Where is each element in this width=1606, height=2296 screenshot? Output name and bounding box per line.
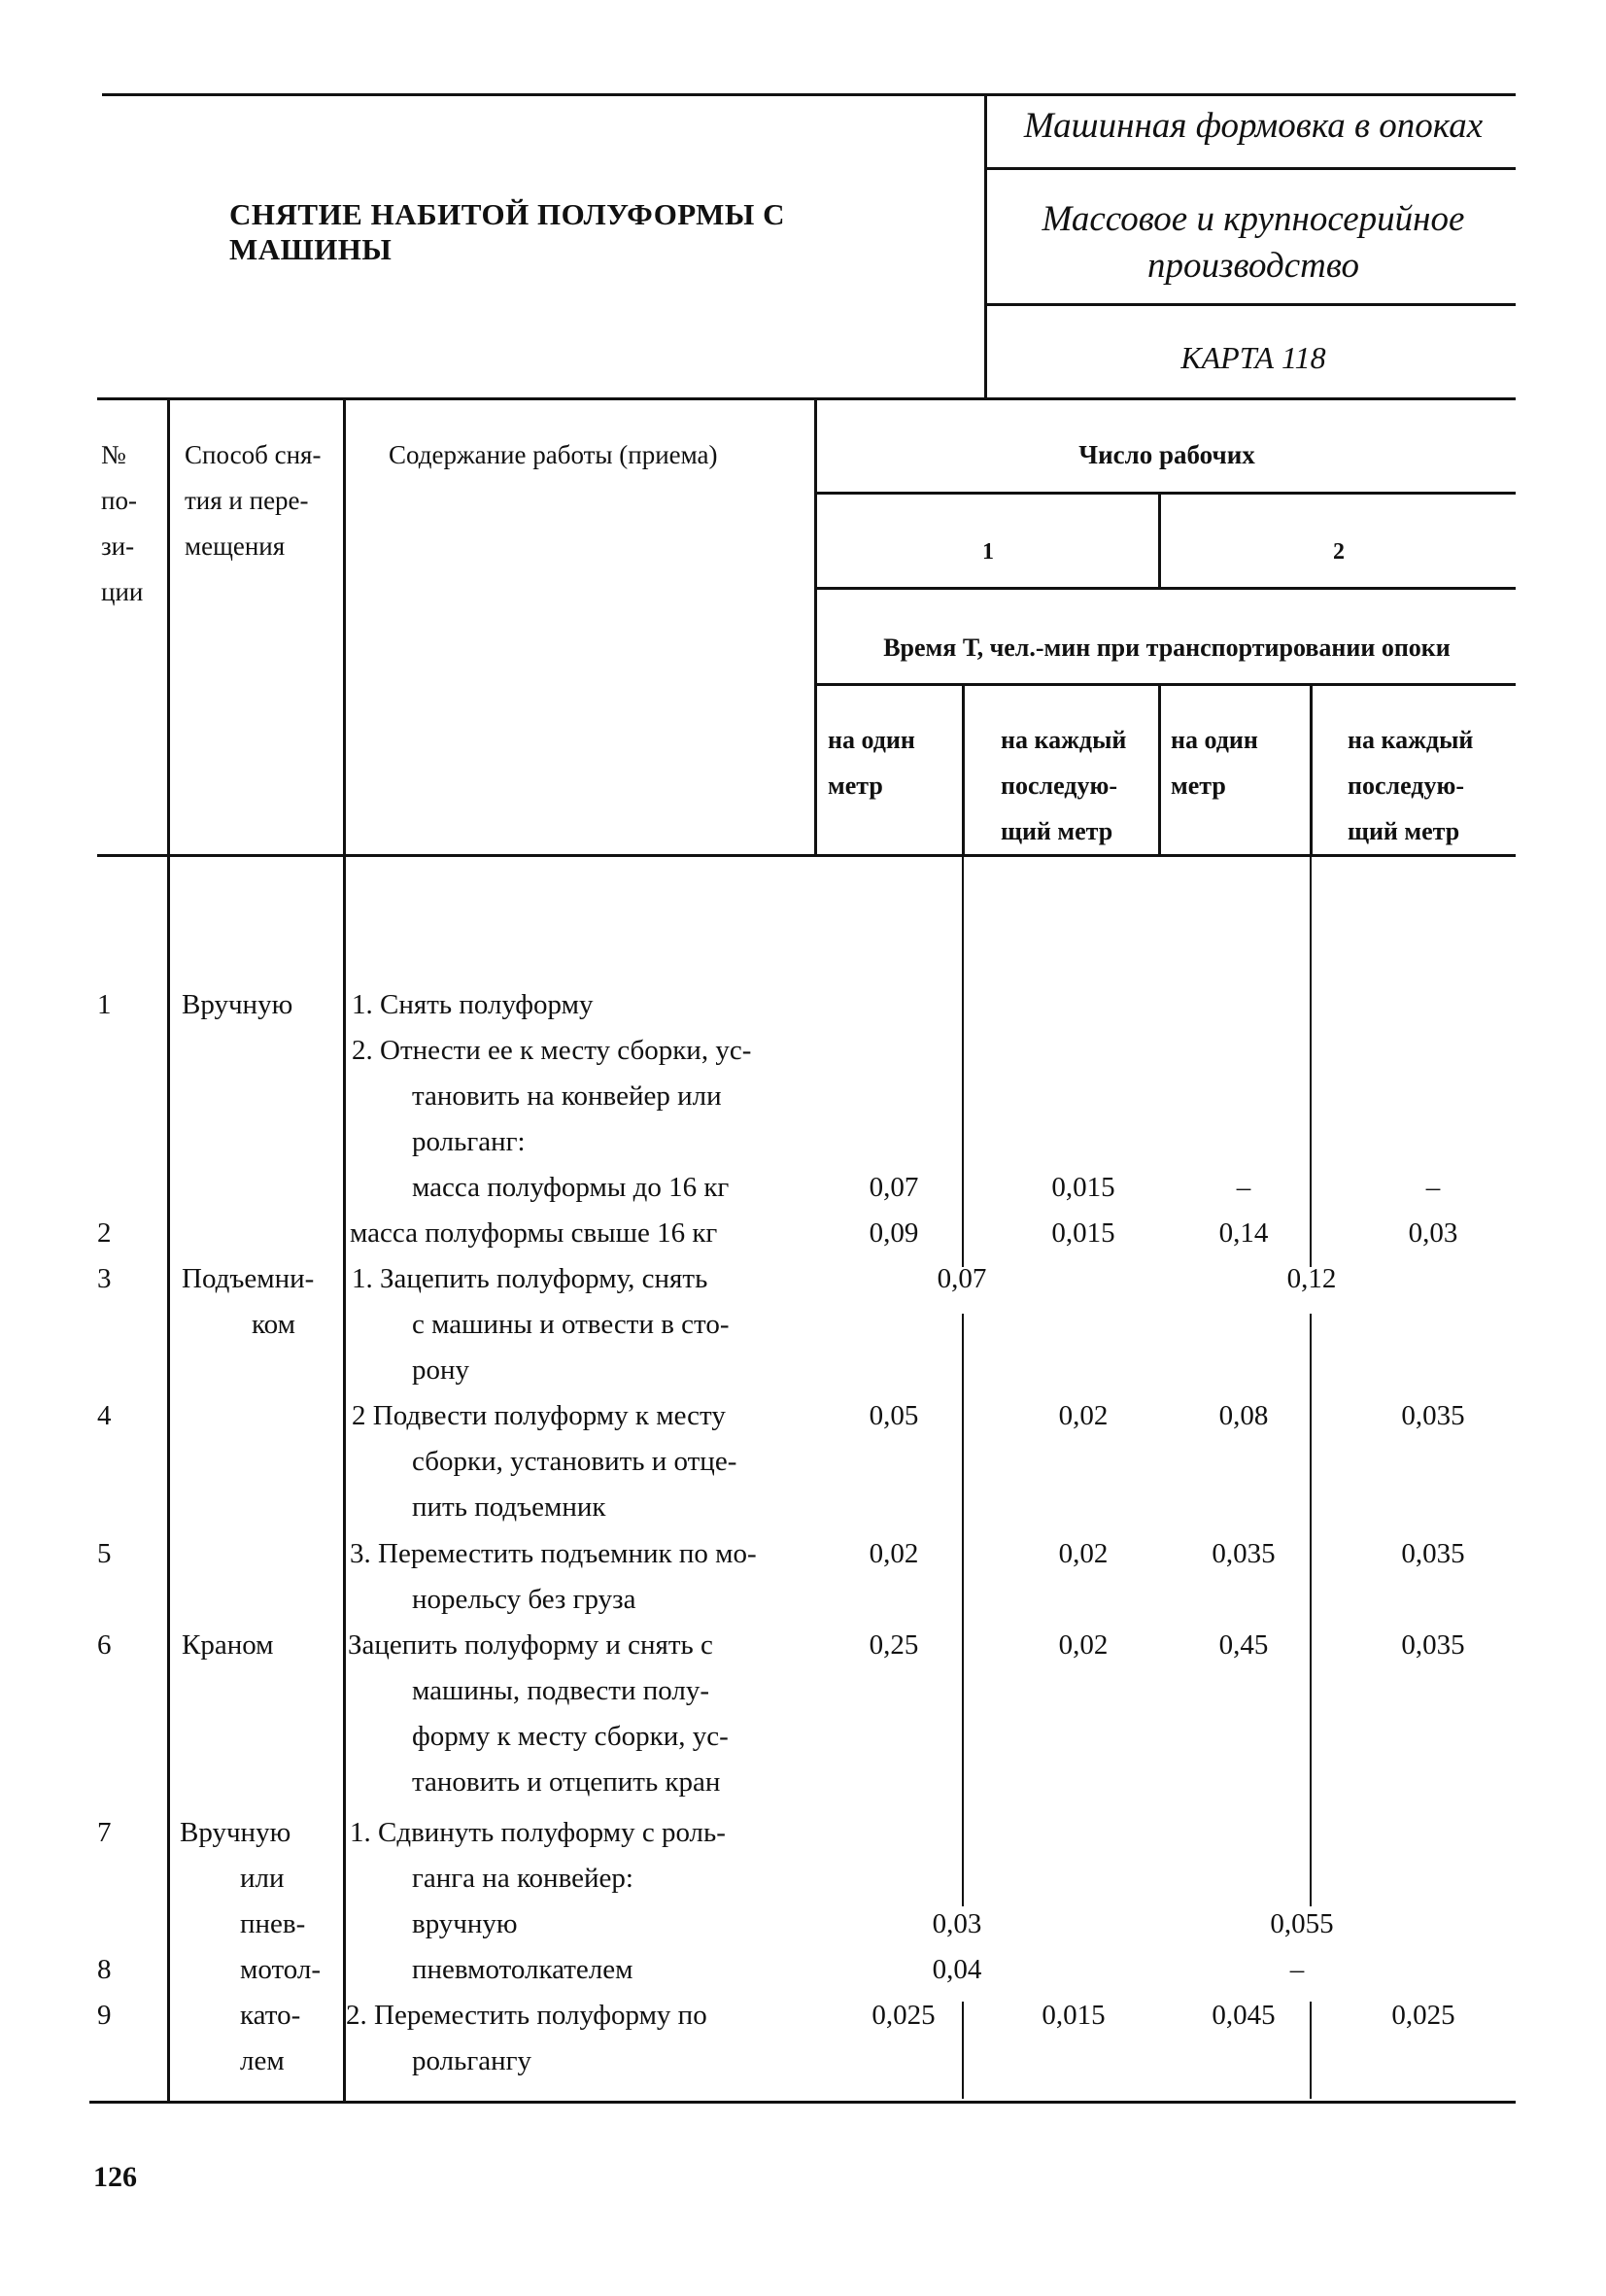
row-num: 2 <box>97 1217 112 1249</box>
value-1-per-meter: 0,25 <box>869 1629 919 1661</box>
body-line-v3-c <box>1310 2002 1312 2099</box>
row-method: като- лем <box>240 2000 301 2076</box>
value-2-per-next-meter: 0,035 <box>1401 1400 1465 1431</box>
row-content: 1. Сдвинуть полуформу с роль- ганга на конвейер: вручную <box>350 1817 726 1939</box>
subheader-2-per-meter: на один метр <box>1171 726 1258 800</box>
row-method: Вручную или пнев- <box>180 1817 306 1939</box>
value-2-per-next-meter: 0,035 <box>1401 1538 1465 1569</box>
subheader-2-per-next-meter: на каждый последую- щий метр <box>1348 726 1474 845</box>
row-num: 4 <box>97 1400 112 1431</box>
value-2-per-next-meter: – <box>1425 1172 1441 1203</box>
row-content: Зацепить полуформу и снять с машины, подвести полу- форму к месту сборки, ус- тановить и отцепить кран <box>348 1629 729 1798</box>
subheader-1-per-next-meter: на каждый последую- щий метр <box>1001 726 1127 845</box>
row-method: Подъемни- ком <box>182 1263 315 1340</box>
body-line-v1-b <box>962 1314 964 1906</box>
row-content: 3. Переместить подъемник по мо- норельсу без груза <box>350 1538 757 1615</box>
value-1-per-meter: 0,07 <box>869 1172 919 1203</box>
table-bottom-rule <box>89 2101 1516 2104</box>
value-1-per-next-meter: 0,015 <box>1051 1217 1115 1249</box>
row-num: 5 <box>97 1538 112 1569</box>
subcol-line-1 <box>962 683 965 854</box>
header-rule-2 <box>987 303 1516 306</box>
value-2-per-next-meter: 0,035 <box>1401 1629 1465 1661</box>
value-1-merged: 0,03 <box>932 1908 982 1939</box>
col-line-values <box>814 397 817 854</box>
row-num: 8 <box>97 1954 112 1985</box>
value-2-per-meter: 0,035 <box>1212 1538 1276 1569</box>
subheader-1-per-meter: на один метр <box>828 726 915 800</box>
value-1-per-next-meter: 0,015 <box>1051 1172 1115 1203</box>
row-content: 1. Снять полуформу 2. Отнести ее к месту сборки, ус- тановить на конвейер или рольганг: масса полуформы до 16 кг <box>352 989 752 1203</box>
value-2-merged: 0,12 <box>1286 1263 1337 1294</box>
value-1-per-next-meter: 0,015 <box>1042 2000 1106 2031</box>
col-header-workers: Число рабочих <box>1078 440 1255 469</box>
row-method: мотол- <box>240 1954 322 1985</box>
value-2-per-meter: 0,45 <box>1218 1629 1269 1661</box>
row-content: масса полуформы свыше 16 кг <box>350 1217 718 1249</box>
row-num: 9 <box>97 2000 112 2031</box>
value-2-merged: 0,055 <box>1270 1908 1334 1939</box>
body-line-v1-c <box>962 2002 964 2099</box>
col-line-method <box>167 397 170 2104</box>
value-1-merged: 0,04 <box>932 1954 982 1985</box>
table-top-rule <box>97 397 1516 400</box>
col-header-worker-2: 2 <box>1333 539 1345 565</box>
production-line-2: производство <box>1147 246 1359 286</box>
row-num: 3 <box>97 1263 112 1294</box>
value-1-per-next-meter: 0,02 <box>1058 1629 1109 1661</box>
header-bottom-rule <box>97 854 1516 857</box>
worker-divider <box>1158 492 1161 587</box>
value-1-per-meter: 0,02 <box>869 1538 919 1569</box>
row-content: 1. Зацепить полуформу, снять с машины и отвести в сто- рону <box>352 1263 730 1386</box>
row-num: 1 <box>97 989 112 1020</box>
value-2-per-meter: 0,14 <box>1218 1217 1269 1249</box>
body-line-v3-b <box>1310 1314 1312 1906</box>
card-number: КАРТА 118 <box>1180 340 1326 375</box>
col-header-method: Способ сня- тия и пере- мещения <box>185 440 322 561</box>
row-content: 2. Переместить полуформу по рольгангу <box>346 2000 707 2076</box>
value-2-per-next-meter: 0,03 <box>1408 1217 1458 1249</box>
value-2-merged: – <box>1289 1954 1305 1985</box>
value-2-per-meter: – <box>1236 1172 1251 1203</box>
body-line-v1-a <box>962 854 964 1267</box>
col-header-worker-1: 1 <box>982 539 994 565</box>
value-2-per-meter: 0,045 <box>1212 2000 1276 2031</box>
production-line-1: Массовое и крупносерийное <box>1042 199 1465 239</box>
row-method: Вручную <box>182 989 293 1020</box>
row-content: пневмотолкателем <box>412 1954 633 1985</box>
subcol-line-2 <box>1158 683 1161 854</box>
value-1-per-meter: 0,05 <box>869 1400 919 1431</box>
col-line-content <box>343 397 346 2104</box>
value-2-per-next-meter: 0,025 <box>1391 2000 1455 2031</box>
row-num: 7 <box>97 1817 112 1848</box>
value-1-per-next-meter: 0,02 <box>1058 1538 1109 1569</box>
top-rule <box>102 93 1516 96</box>
subcol-line-3 <box>1310 683 1313 854</box>
col-header-time: Время Т, чел.-мин при транспортировании опоки <box>883 634 1451 662</box>
row-method: Краном <box>182 1629 274 1661</box>
header-divider <box>984 93 987 397</box>
value-1-merged: 0,07 <box>937 1263 987 1294</box>
page-number: 126 <box>93 2161 137 2193</box>
header-rule-1 <box>987 167 1516 170</box>
page-title: СНЯТИЕ НАБИТОЙ ПОЛУФОРМЫ С МАШИНЫ <box>229 197 785 266</box>
value-1-per-meter: 0,09 <box>869 1217 919 1249</box>
worker-count-rule <box>816 587 1516 590</box>
body-line-v3-a <box>1310 854 1312 1267</box>
col-header-content: Содержание работы (приема) <box>389 440 718 469</box>
row-num: 6 <box>97 1629 112 1661</box>
time-rule <box>816 683 1516 686</box>
row-content: 2 Подвести полуформу к месту сборки, установить и отце- пить подъемник <box>352 1400 737 1523</box>
category-label: Машинная формовка в опоках <box>1023 106 1484 146</box>
value-1-per-meter: 0,025 <box>871 2000 936 2031</box>
workers-rule <box>816 492 1516 495</box>
value-1-per-next-meter: 0,02 <box>1058 1400 1109 1431</box>
col-header-num: № по- зи- ции <box>101 440 144 606</box>
value-2-per-meter: 0,08 <box>1218 1400 1269 1431</box>
